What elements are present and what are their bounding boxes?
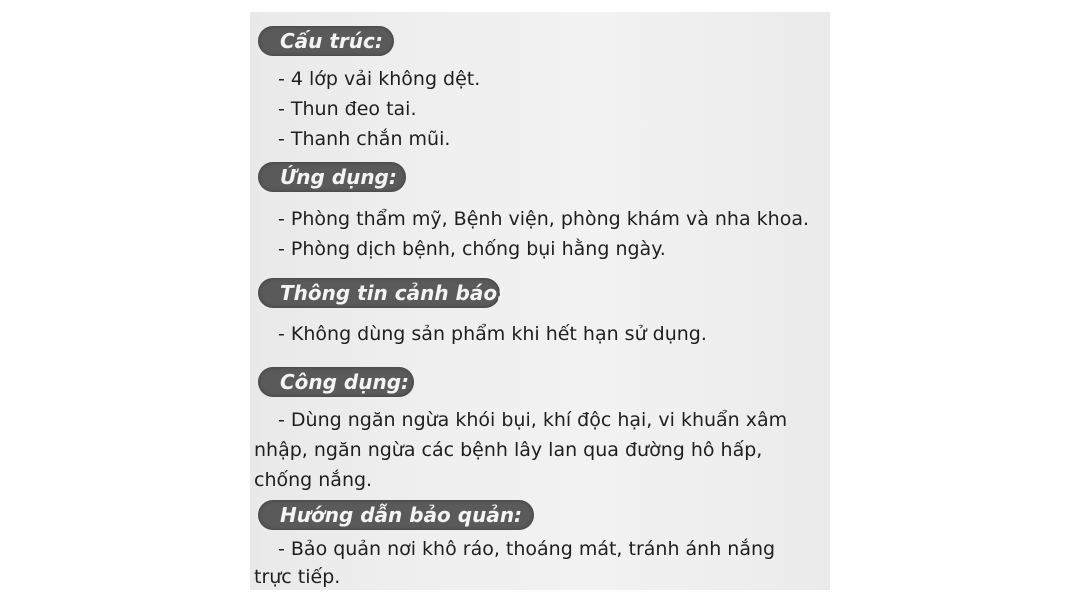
section-heading: Ứng dụng: <box>258 162 406 192</box>
section-line: - 4 lớp vải không dệt. <box>278 68 481 90</box>
section-line: nhập, ngăn ngừa các bệnh lây lan qua đường hô hấp, <box>254 439 763 461</box>
section-heading: Cấu trúc: <box>258 26 394 56</box>
section-line: - Thanh chắn mũi. <box>278 128 451 150</box>
section-line: - Dùng ngăn ngừa khói bụi, khí độc hại, vi khuẩn xâm <box>278 409 788 431</box>
section-heading: Thông tin cảnh báo: <box>258 278 500 308</box>
section-line: - Bảo quản nơi khô ráo, thoáng mát, tránh ánh nắng <box>278 538 776 560</box>
section-line: chống nắng. <box>254 469 373 491</box>
section-line: trực tiếp. <box>254 566 341 588</box>
section-line: - Thun đeo tai. <box>278 98 417 120</box>
section-line: - Không dùng sản phẩm khi hết hạn sử dụng. <box>278 323 707 345</box>
section-heading: Công dụng: <box>258 367 414 397</box>
product-label-sheet <box>250 12 830 590</box>
section-heading: Hướng dẫn bảo quản: <box>258 500 534 530</box>
section-line: - Phòng dịch bệnh, chống bụi hằng ngày. <box>278 238 666 260</box>
section-line: - Phòng thẩm mỹ, Bệnh viện, phòng khám và nha khoa. <box>278 208 810 230</box>
